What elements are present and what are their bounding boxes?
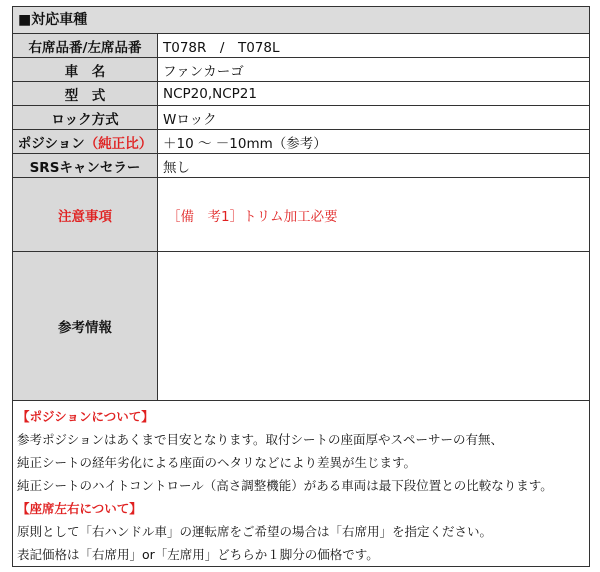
model-code-label: 型 式 [13, 82, 158, 105]
row-caution [13, 178, 589, 252]
part-number-label: 右席品番/左席品番 [13, 34, 158, 57]
part-number-value: T078R / T078L [163, 39, 280, 56]
row-position [13, 130, 589, 154]
caution-label: 注意事項 [13, 178, 158, 251]
row-part-number [13, 34, 589, 58]
row-srs-canceller [13, 154, 589, 178]
position-notes-heading: 【ポジションについて】 [17, 409, 154, 424]
notes-section [13, 401, 589, 566]
reference-info-value [159, 252, 589, 400]
position-note-line: 純正シートのハイトコントロール（高さ調整機能）がある車両は最下段位置との比較なります。 [17, 478, 553, 493]
srs-canceller-label: SRSキャンセラー [13, 154, 158, 177]
side-note-line: 原則として「右ハンドル車」の運転席をご希望の場合は「右席用」を指定ください。 [17, 524, 493, 539]
position-value: ＋10 〜 －10mm（参考） [163, 135, 327, 152]
model-code-value: NCP20,NCP21 [163, 85, 257, 102]
car-name-label: 車 名 [13, 58, 158, 81]
row-model-code [13, 82, 589, 106]
position-label [13, 130, 158, 153]
srs-canceller-value: 無し [163, 159, 190, 176]
position-label-note: （純正比） [84, 135, 153, 152]
position-note-line: 純正シートの経年劣化による座面のヘタリなどにより差異が生じます。 [17, 455, 417, 470]
section-header: ■対応車種 [13, 7, 589, 34]
lock-type-value: Wロック [163, 111, 217, 128]
position-label-main: ポジション [17, 135, 85, 152]
vehicle-spec-sheet [12, 6, 590, 567]
lock-type-label: ロック方式 [13, 106, 158, 129]
row-reference-info [13, 252, 589, 401]
row-car-name [13, 58, 589, 82]
row-lock-type [13, 106, 589, 130]
car-name-value: ファンカーゴ [163, 63, 244, 80]
caution-value: ［備 考1］トリム加工必要 [167, 208, 338, 225]
side-notes-heading: 【座席左右について】 [17, 501, 142, 516]
reference-info-label: 参考情報 [13, 252, 158, 400]
position-note-line: 参考ポジションはあくまで目安となります。取付シートの座面厚やスペーサーの有無、 [17, 432, 503, 447]
side-note-line: 表記価格は「右席用」or「左席用」どちらか１脚分の価格です。 [17, 547, 379, 562]
